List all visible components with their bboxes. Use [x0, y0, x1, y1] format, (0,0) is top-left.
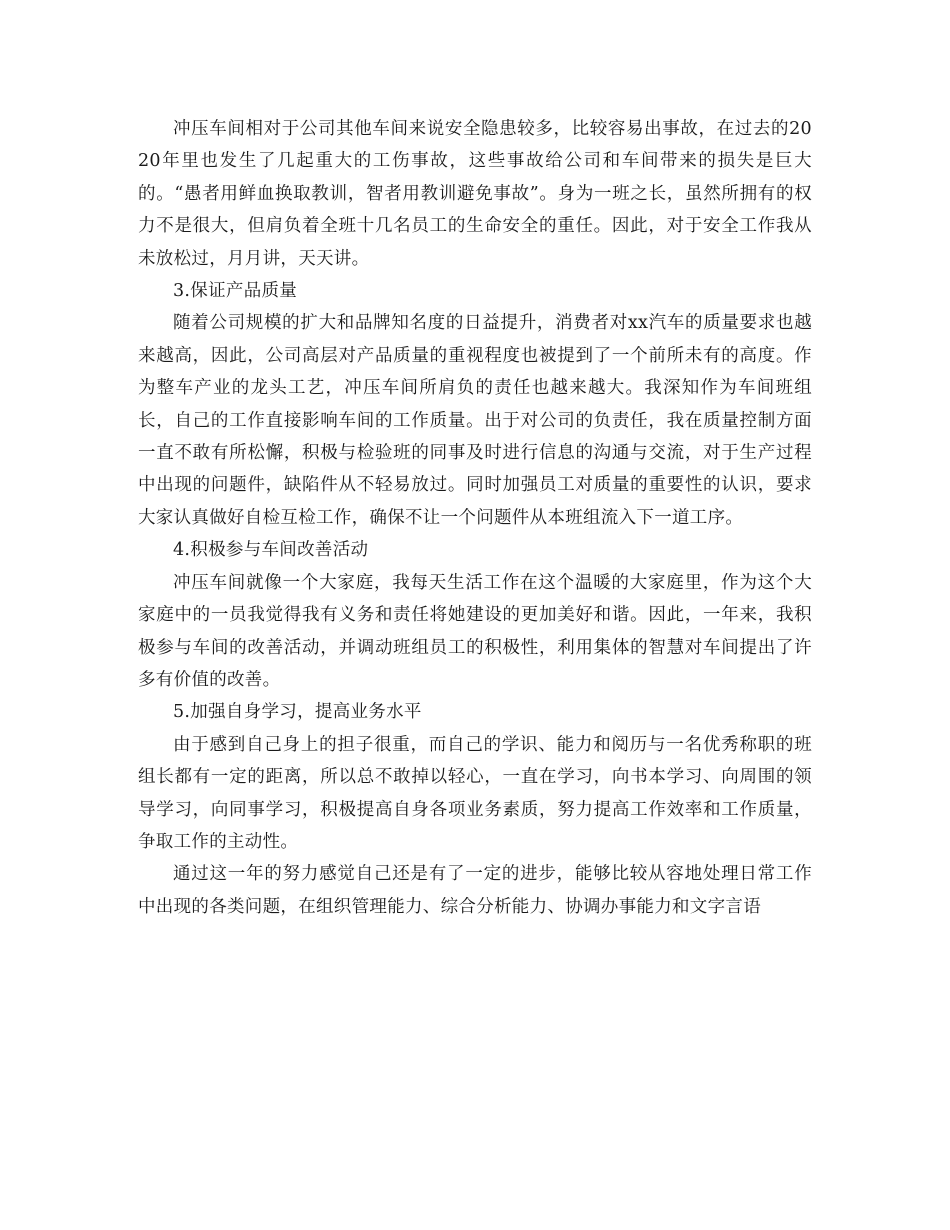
heading-product-quality: 3.保证产品质量: [173, 281, 298, 302]
paragraph-safety: 冲压车间相对于公司其他车间来说安全隐患较多，比较容易出事故，在过去的2020年里也发生了几起重大的工伤事故，这些事故给公司和车间带来的损失是巨大的。“愚者用鲜血换取教训，智者用教训避免事故”。身为一班之长，虽然所拥有的权力不是很大，但肩负着全班十几名员工的生命安全的重任。因此，对于安全工作我从未放松过，月月讲，天天讲。: [138, 119, 812, 269]
paragraph-improvement-activities: 冲压车间就像一个大家庭，我每天生活工作在这个温暖的大家庭里，作为这个大家庭中的一员我觉得我有义务和责任将她建设的更加美好和谐。因此，一年来，我积极参与车间的改善活动，并调动班组员工的积极性，利用集体的智慧对车间提出了许多有价值的改善。: [138, 572, 812, 690]
heading-self-learning: 5.加强自身学习，提高业务水平: [173, 702, 422, 723]
paragraph-self-learning: 由于感到自己身上的担子很重，而自己的学识、能力和阅历与一名优秀称职的班组长都有一定的距离，所以总不敢掉以轻心，一直在学习，向书本学习、向周围的领导学习，向同事学习，积极提高自身各项业务素质，努力提高工作效率和工作质量，争取工作的主动性。: [138, 734, 812, 852]
paragraph-product-quality: 随着公司规模的扩大和品牌知名度的日益提升，消费者对xx汽车的质量要求也越来越高，因此，公司高层对产品质量的重视程度也被提到了一个前所未有的高度。作为整车产业的龙头工艺，冲压车间所肩负的责任也越来越大。我深知作为车间班组长，自己的工作直接影响车间的工作质量。出于对公司的负责任，我在质量控制方面一直不敢有所松懈，积极与检验班的同事及时进行信息的沟通与交流，对于生产过程中出现的问题件，缺陷件从不轻易放过。同时加强员工对质量的重要性的认识，要求大家认真做好自检互检工作，确保不让一个问题件从本班组流入下一道工序。: [138, 313, 812, 528]
paragraph-progress-summary: 通过这一年的努力感觉自己还是有了一定的进步，能够比较从容地处理日常工作中出现的各类问题，在组织管理能力、综合分析能力、协调办事能力和文字言语: [138, 864, 812, 917]
heading-improvement-activities: 4.积极参与车间改善活动: [173, 540, 369, 561]
